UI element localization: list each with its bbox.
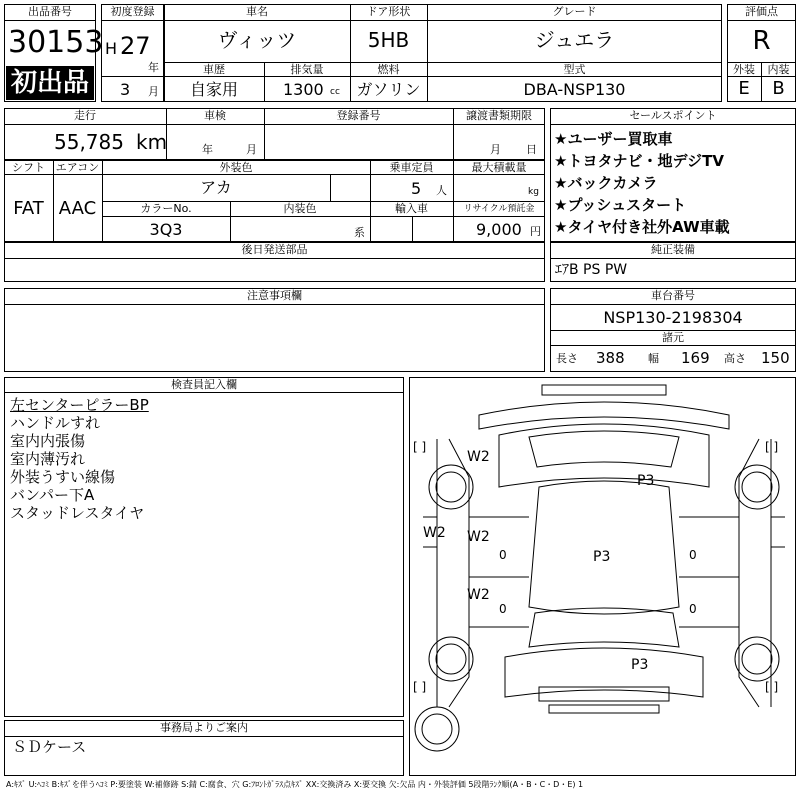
car-diagram bbox=[409, 377, 796, 776]
reg-month-unit: 月 bbox=[148, 85, 159, 98]
model-label: 型式 bbox=[563, 63, 586, 76]
score-value: R bbox=[752, 26, 771, 56]
sales-points-list bbox=[554, 128, 794, 238]
car-name: ヴィッツ bbox=[217, 28, 297, 52]
load-label: 最大積載量 bbox=[471, 161, 527, 174]
inspector-lines bbox=[10, 396, 400, 522]
mark-p3-trunk: P3 bbox=[631, 657, 649, 673]
mark-p3-hood: P3 bbox=[637, 473, 655, 489]
shift-value: FAT bbox=[13, 198, 44, 219]
sales-point-item: ★プッシュスタート bbox=[554, 196, 687, 214]
height-label: 高さ bbox=[724, 352, 746, 365]
grade-label: グレード bbox=[552, 5, 597, 18]
notes-label: 注意事項欄 bbox=[247, 289, 302, 302]
zero-1: 0 bbox=[499, 548, 507, 562]
width-label: 幅 bbox=[648, 352, 659, 365]
recycle-label: リサイクル預託金 bbox=[463, 204, 535, 214]
mileage-unit: km bbox=[136, 130, 168, 154]
import-label: 輸入車 bbox=[395, 202, 428, 215]
legend: A:ｷｽﾞ U:ﾍｺﾐ B:ｷｽﾞを伴うﾍｺﾐ P:要塗装 W:補修跡 S:錆 C:腐食、穴 G:ﾌﾛﾝﾄｶﾞﾗｽ点ｷｽﾞ XX:交換済み X:要交換 欠:欠品 内・外装評価 5段階ﾗﾝｸ順(A・B・C・D・E) 1 bbox=[6, 780, 584, 789]
bracket-bottom-left: [ ] bbox=[413, 680, 427, 694]
chassis-value: NSP130-2198304 bbox=[603, 308, 743, 327]
mark-w2-left-front-door: W2 bbox=[467, 529, 490, 545]
reg-era: H bbox=[105, 39, 118, 58]
fuel-value: ガソリン bbox=[356, 80, 421, 99]
sales-point-item: ★タイヤ付き社外AW車載 bbox=[554, 218, 730, 236]
bracket-right: [ ] bbox=[765, 440, 779, 454]
displacement-value: 1300 bbox=[283, 80, 324, 99]
dims-label: 諸元 bbox=[662, 331, 684, 344]
shift-label: シフト bbox=[12, 161, 45, 174]
inspector-line: 室内内張傷 bbox=[10, 432, 86, 450]
fuel-label: 燃料 bbox=[377, 63, 400, 76]
transfer-month: 月 bbox=[490, 143, 501, 156]
mileage-label: 走行 bbox=[74, 109, 96, 122]
recycle-value: 9,000 bbox=[476, 220, 522, 239]
mark-p3-roof: P3 bbox=[593, 549, 611, 565]
width-value: 169 bbox=[681, 349, 710, 367]
later-parts-label: 後日発送部品 bbox=[241, 243, 308, 256]
inspector-label: 検査員記入欄 bbox=[171, 378, 237, 391]
inspector-line: スタッドレスタイヤ bbox=[10, 504, 145, 522]
interior-label: 内装 bbox=[767, 63, 790, 76]
interior-color-label: 内装色 bbox=[283, 202, 317, 215]
genuine-value: ｴｱB PS PW bbox=[555, 262, 628, 278]
exterior-grade: E bbox=[738, 78, 750, 99]
capacity-unit: 人 bbox=[436, 184, 447, 197]
office-label: 事務局よりご案内 bbox=[160, 721, 248, 734]
score-label: 評価点 bbox=[745, 5, 778, 18]
mark-w2-front-left: W2 bbox=[467, 449, 490, 465]
mark-w2-left-side: W2 bbox=[423, 525, 446, 541]
height-value: 150 bbox=[761, 349, 790, 367]
chassis-label: 車台番号 bbox=[651, 289, 695, 302]
inspection-label: 車検 bbox=[204, 109, 226, 122]
inspection-month: 月 bbox=[246, 143, 257, 156]
genuine-label: 純正装備 bbox=[651, 243, 695, 256]
interior-grade: B bbox=[772, 78, 785, 99]
door-value: 5HB bbox=[367, 28, 410, 52]
model-value: DBA-NSP130 bbox=[523, 80, 626, 99]
sales-point-item: ★トヨタナビ・地デジTV bbox=[554, 152, 724, 170]
reg-year-unit: 年 bbox=[148, 61, 159, 74]
history-value: 自家用 bbox=[189, 80, 238, 99]
length-value: 388 bbox=[596, 349, 625, 367]
mark-w2-left-rear-door: W2 bbox=[467, 587, 490, 603]
displacement-unit: cc bbox=[330, 87, 340, 97]
capacity-label: 乗車定員 bbox=[389, 161, 434, 174]
ac-value: AAC bbox=[58, 198, 97, 219]
capacity-value: 5 bbox=[411, 179, 422, 198]
inspector-line: ハンドルすれ bbox=[10, 414, 101, 432]
inspector-line: 室内薄汚れ bbox=[10, 450, 86, 468]
mileage-value: 55,785 bbox=[54, 130, 124, 154]
inspector-line: 外装うすい線傷 bbox=[10, 468, 116, 486]
ac-label: エアコン bbox=[55, 161, 100, 174]
sales-point-item: ★ユーザー買取車 bbox=[554, 130, 673, 148]
inspector-line: 左センターピラーBP bbox=[10, 396, 149, 414]
colorno-value: 3Q3 bbox=[149, 220, 183, 239]
reg-month: 3 bbox=[120, 80, 131, 99]
bracket-bottom-right: [ ] bbox=[765, 680, 779, 694]
inspection-year: 年 bbox=[202, 143, 213, 156]
colorno-label: カラーNo. bbox=[140, 202, 192, 215]
color-label: 外装色 bbox=[219, 161, 253, 174]
length-label: 長さ bbox=[556, 352, 578, 365]
exterior-label: 外装 bbox=[733, 63, 755, 76]
color-value: アカ bbox=[200, 178, 232, 197]
transfer-day: 日 bbox=[526, 143, 537, 156]
grade-value: ジュエラ bbox=[534, 28, 615, 52]
first-listing-badge: 初出品 bbox=[6, 66, 94, 100]
reg-label: 初度登録 bbox=[110, 5, 155, 18]
office-text: ＳＤケース bbox=[12, 738, 87, 756]
lot-number: 30153 bbox=[8, 25, 104, 60]
sales-point-item: ★バックカメラ bbox=[554, 174, 658, 192]
car-name-label: 車名 bbox=[246, 5, 268, 18]
zero-2: 0 bbox=[499, 602, 507, 616]
sales-points-label: セールスポイント bbox=[629, 109, 717, 122]
regno-label: 登録番号 bbox=[336, 109, 381, 122]
lot-label: 出品番号 bbox=[28, 5, 72, 18]
load-unit: kg bbox=[528, 187, 539, 197]
zero-3: 0 bbox=[689, 548, 697, 562]
inspector-line: バンパー下A bbox=[10, 486, 95, 504]
recycle-unit: 円 bbox=[530, 225, 541, 238]
reg-year: 27 bbox=[120, 32, 151, 60]
interior-color-unit: 系 bbox=[354, 226, 365, 239]
bracket-left: [ ] bbox=[413, 440, 427, 454]
door-label: ドア形状 bbox=[366, 5, 411, 18]
zero-4: 0 bbox=[689, 602, 697, 616]
displacement-label: 排気量 bbox=[290, 63, 324, 76]
history-label: 車歴 bbox=[203, 63, 225, 76]
transfer-label: 譲渡書類期限 bbox=[466, 109, 532, 122]
